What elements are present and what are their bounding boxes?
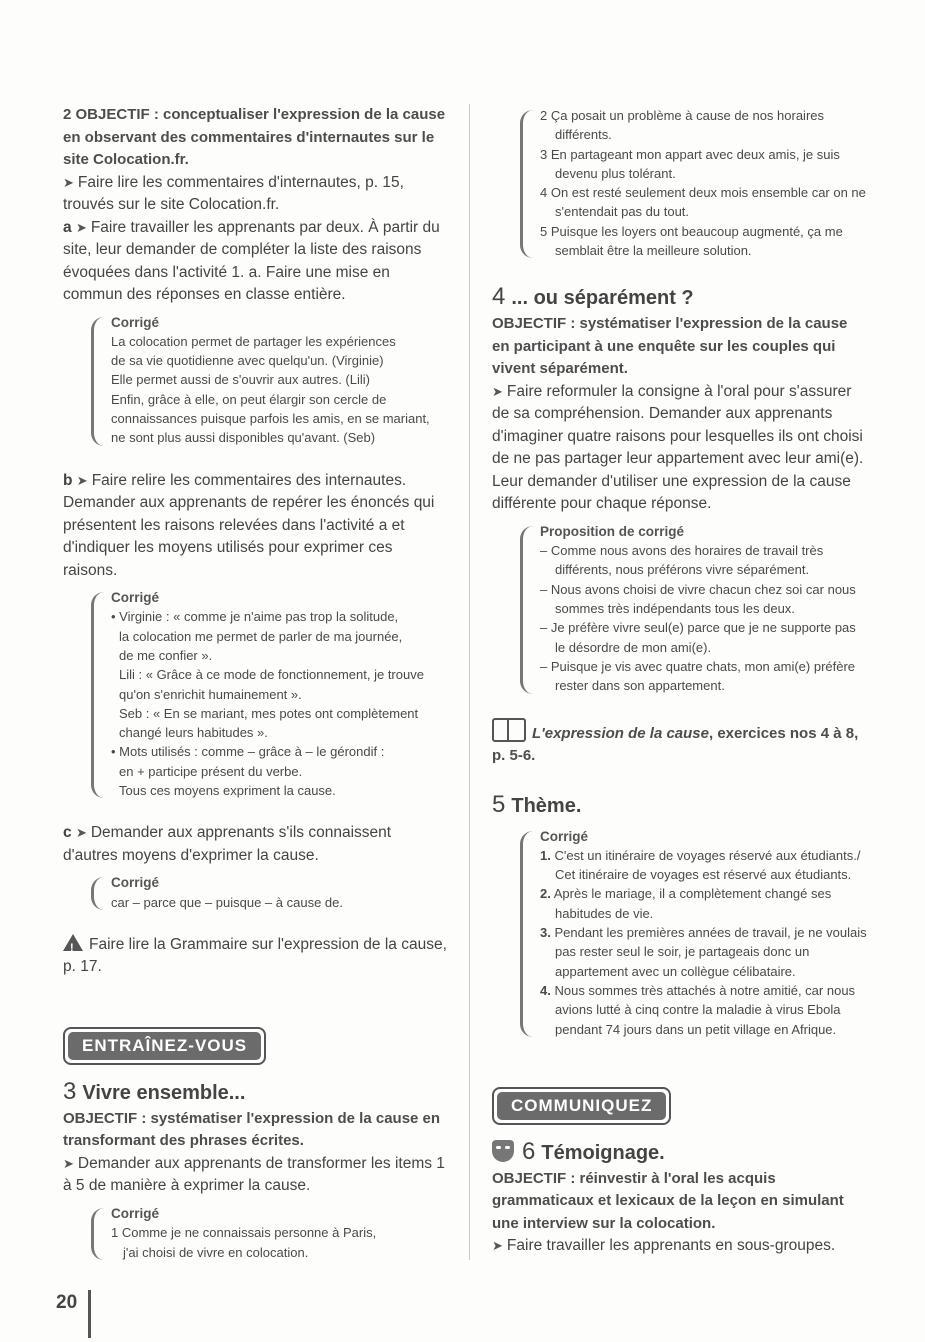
page-number: 20 bbox=[56, 1292, 78, 1313]
corrige-line: La colocation permet de partager les expériences bbox=[111, 333, 396, 349]
left-column bbox=[63, 104, 449, 1262]
corrige-line: qu'on s'enrichit humainement ». bbox=[119, 686, 302, 702]
corrige-line: car – parce que – puisque – à cause de. bbox=[111, 894, 343, 910]
corrige-line: la colocation me permet de parler de ma journée, bbox=[119, 628, 403, 644]
corrige-line: Seb : « En se mariant, mes potes ont complètement bbox=[119, 705, 419, 721]
corrige-line: Lili : « Grâce à ce mode de fonctionnement, je trouve bbox=[119, 667, 424, 683]
instruction-a: a ➤ Faire travailler les apprenants par deux. À partir du site, leur demander de compléter la liste des raisons évoquées dans l'activité 1. a. Faire une mise en commun des réponses en classe entière. bbox=[63, 218, 440, 303]
corrige-line: – Je préfère vivre seul(e) parce que je ne supporte pas le désordre de mon ami(e). bbox=[540, 620, 856, 655]
corrige-line: de sa vie quotidienne avec quelqu'un. (Virginie) bbox=[111, 353, 384, 369]
section-3-objective: OBJECTIF : systématiser l'expression de la cause en transformant des phrases écrites. bbox=[63, 1109, 441, 1150]
bracket-icon bbox=[520, 526, 533, 694]
section-4-title: 4 ... ou séparément ? bbox=[492, 283, 694, 311]
arrow-icon: ➤ bbox=[75, 825, 87, 841]
arrow-icon: ➤ bbox=[63, 1155, 74, 1171]
proposition-corrige: Proposition de corrigé – Comme nous avons des horaires de travail très différents, nous préférons vivre séparément. – Nous avons choisi de vivre chacun chez soi car nous sommes très indépendants tous les deux. – Je préfère vivre seul(e) parce que je ne supporte pas le désordre de mon ami(e). – Puisque je vis avec quatre chats, mon ami(e) préfère rester dans son appartement. bbox=[514, 522, 868, 696]
bracket-icon bbox=[91, 1208, 104, 1260]
book-icon bbox=[492, 718, 526, 742]
page-footer bbox=[56, 1292, 77, 1314]
page-number-bar bbox=[88, 1290, 91, 1338]
right-column bbox=[492, 104, 868, 1258]
corrige-line: 1. C'est un itinéraire de voyages réservé aux étudiants./ Cet itinéraire de voyages est réservé aux étudiants. bbox=[540, 847, 861, 883]
warning-icon bbox=[63, 934, 83, 951]
instruction: ➤ Faire reformuler la consigne à l'oral pour s'assurer de sa compréhension. Demander aux apprenants d'imaginer quatre raisons pour lesquelles ils ont choisi de ne pas partager leur appartement avec leur ami(e). Leur demander d'utiliser une expression de la cause différente pour chaque réponse. bbox=[492, 382, 864, 513]
instruction-c: c ➤ Demander aux apprenants s'ils connaissent d'autres moyens d'exprimer la cause. bbox=[63, 824, 392, 864]
theater-mask-icon bbox=[492, 1140, 514, 1162]
corrige-line: connaissances puisque parfois les amis, en se mariant, bbox=[111, 410, 430, 426]
corrige-line: • Mots utilisés : comme – grâce à – le gérondif : bbox=[111, 744, 385, 760]
corrige-line: 5 Puisque les loyers ont beaucoup augmenté, ça me semblait être la meilleure solution. bbox=[540, 223, 843, 259]
section-2-objective: 2 OBJECTIF : conceptualiser l'expression de la cause en observant des commentaires d'internautes sur le site Colocation.fr. bbox=[63, 106, 446, 168]
arrow-icon: ➤ bbox=[492, 383, 503, 399]
section-5-title: 5 Thème. bbox=[492, 790, 582, 818]
corrige-line: 3 En partageant mon appart avec deux amis, je suis devenu plus tolérant. bbox=[540, 146, 840, 181]
corrige-line: Elle permet aussi de s'ouvrir aux autres. (Lili) bbox=[111, 372, 370, 388]
corrige-line: 1 Comme je ne connaissais personne à Paris, bbox=[111, 1225, 377, 1241]
exercise-reference: L'expression de la cause, exercices nos 4 à 8, p. 5-6. bbox=[492, 718, 868, 768]
corrige-3: Corrigé 1 Comme je ne connaissais personne à Paris, j'ai choisi de vivre en colocation. bbox=[85, 1204, 449, 1262]
bracket-icon bbox=[91, 877, 104, 910]
bracket-icon bbox=[520, 831, 533, 1037]
corrige-line: ne sont plus aussi disponibles qu'avant. (Seb) bbox=[111, 430, 376, 446]
corrige-line: • Virginie : « comme je n'aime pas trop la solitude, bbox=[111, 609, 399, 625]
arrow-icon: ➤ bbox=[63, 174, 74, 190]
corrige-line: 2 Ça posait un problème à cause de nos horaires différents. bbox=[540, 108, 825, 143]
corrige-a: Corrigé La colocation permet de partager les expériences de sa vie quotidienne avec quelqu'un. (Virginie) Elle permet aussi de s'ouvrir aux autres. (Lili) Enfin, grâce à elle, on peut élargir son cercle de connaissances puisque parfois les amis, en se mariant, ne sont plus aussi disponibles qu'avant. (Seb) bbox=[85, 313, 449, 448]
corrige-line: – Puisque je vis avec quatre chats, mon ami(e) préfère rester dans son appartement. bbox=[540, 658, 856, 694]
corrige-line: de me confier ». bbox=[119, 647, 213, 663]
arrow-icon: ➤ bbox=[492, 1238, 503, 1254]
corrige-line: j'ai choisi de vivre en colocation. bbox=[123, 1244, 309, 1260]
corrige-b: Corrigé • Virginie : « comme je n'aime pas trop la solitude, la colocation me permet de parler de ma journée, de me confier ». Lili : « Grâce à ce mode de fonctionnement, je trouve qu'on s'enrichit humainement ». Seb : « En se mariant, mes potes ont complètement changé leurs habitudes ». • Mots utilisés : comme – grâce à – le gérondif : en + participe présent du verbe. Tous ces moyens expriment la cause. bbox=[85, 588, 449, 800]
corrige-3-continued bbox=[514, 106, 868, 260]
arrow-icon: ➤ bbox=[76, 472, 88, 488]
corrige-line: Tous ces moyens expriment la cause. bbox=[119, 783, 336, 799]
communiquez-tag: COMMUNIQUEZ bbox=[492, 1087, 671, 1125]
section-4-objective: OBJECTIF : systématiser l'expression de la cause en participant à une enquête sur les couples qui vivent séparément. bbox=[492, 315, 848, 378]
instruction: ➤ Demander aux apprenants de transformer les items 1 à 5 de manière à exprimer la cause. bbox=[63, 1154, 445, 1195]
column-divider bbox=[469, 104, 470, 1260]
corrige-line: en + participe présent du verbe. bbox=[119, 763, 303, 779]
corrige-line: 3. Pendant les premières années de travail, je ne voulais pas rester seul le soir, je partageais donc un appartement avec un collègue célibataire. bbox=[540, 925, 867, 979]
section-6-objective: OBJECTIF : réinvestir à l'oral les acquis grammaticaux et lexicaux de la leçon en simulant une interview sur la colocation. bbox=[492, 1169, 844, 1232]
corrige-line: – Comme nous avons des horaires de travail très différents, nous préférons vivre séparément. bbox=[540, 543, 824, 578]
instruction: ➤ Faire lire les commentaires d'internautes, p. 15, trouvés sur le site Colocation.fr. bbox=[63, 173, 404, 213]
arrow-icon: ➤ bbox=[75, 219, 87, 235]
section-6-title: 6 Témoignage. bbox=[492, 1137, 868, 1168]
grammar-note: !Faire lire la Grammaire sur l'expression de la cause, p. 17. bbox=[63, 934, 449, 979]
entrainez-vous-tag: ENTRAÎNEZ-VOUS bbox=[63, 1027, 266, 1065]
corrige-line: changé leurs habitudes ». bbox=[119, 725, 268, 741]
bracket-icon bbox=[91, 317, 104, 446]
corrige-line: – Nous avons choisi de vivre chacun chez soi car nous sommes très indépendants tous les deux. bbox=[540, 581, 856, 617]
section-3-title: 3 Vivre ensemble... bbox=[63, 1077, 246, 1105]
corrige-line: Enfin, grâce à elle, on peut élargir son cercle de bbox=[111, 391, 387, 407]
corrige-line: 2. Après le mariage, il a complètement changé ses habitudes de vie. bbox=[540, 886, 832, 921]
corrige-line: 4 On est resté seulement deux mois ensemble car on ne s'entendait pas du tout. bbox=[540, 185, 866, 220]
corrige-c: Corrigé car – parce que – puisque – à cause de. bbox=[85, 873, 449, 912]
instruction-b: b ➤ Faire relire les commentaires des internautes. Demander aux apprenants de repérer les énoncés qui présentent les raisons relevées dans l'activité a et d'indiquer les moyens utilisés pour exprimer ces raisons. bbox=[63, 471, 435, 579]
corrige-line: 4. Nous sommes très attachés à notre amitié, car nous avions lutté à cinq contre la maladie à virus Ebola pendant 74 jours dans un petit village en Afrique. bbox=[540, 982, 856, 1037]
bracket-icon bbox=[520, 110, 533, 258]
bracket-icon bbox=[91, 592, 104, 798]
corrige-5: Corrigé 1. C'est un itinéraire de voyages réservé aux étudiants./ Cet itinéraire de voyages est réservé aux étudiants. 2. Après le mariage, il a complètement changé ses habitudes de vie. 3. Pendant les premières années de travail, je ne voulais pas rester seul le soir, je partageais donc un appartement avec un collègue célibataire. 4. Nous sommes très attachés à notre amitié, car nous avions lutté à cinq contre la maladie à virus Ebola pendant 74 jours dans un petit village en Afrique. bbox=[514, 827, 868, 1039]
instruction: ➤ Faire travailler les apprenants en sous-groupes. bbox=[492, 1237, 836, 1255]
